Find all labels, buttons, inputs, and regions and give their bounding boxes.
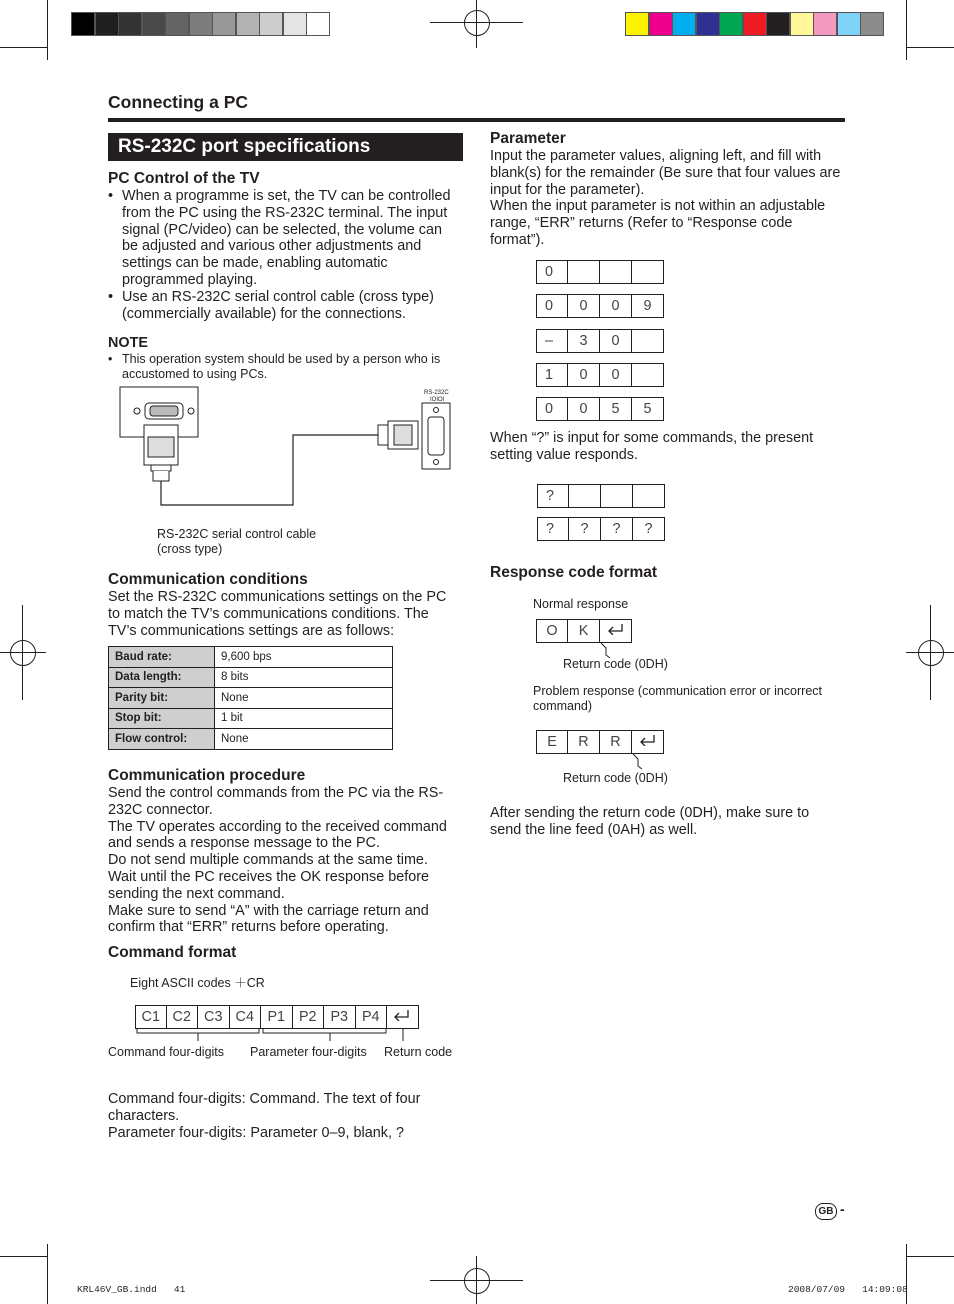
gray-swatch (142, 12, 166, 36)
comm-procedure-text: Send the control commands from the PC via the RS-232C connector. The TV operates according to the received command and sends a response message to the PC. Do not send multiple commands at the same time. Wait until the PC receives the OK response before sending the next command. Make sure to send “A” with the carriage return and confirm that “ERR” returns before operating. (108, 785, 447, 936)
label-command-digits: Command four-digits (108, 1045, 225, 1059)
language-badge: GB (815, 1203, 837, 1220)
problem-response-grid (536, 730, 664, 754)
command-format-desc: Command four-digits: Command. The text of four characters. Parameter four-digits: Parameter 0–9, blank, ? (108, 1091, 421, 1141)
grid-cell: 5 (600, 397, 632, 421)
table-row (109, 688, 393, 709)
grid-cell: P3 (324, 1005, 356, 1029)
serial-cable (161, 435, 378, 505)
table-row (109, 729, 393, 750)
gray-swatch (118, 12, 142, 36)
connector-label: RS-232C (424, 390, 449, 396)
grid-cell: 0 (600, 329, 632, 353)
grid-cell: P1 (261, 1005, 293, 1029)
comm-procedure-heading: Communication procedure (108, 767, 306, 784)
note-heading: NOTE (108, 335, 148, 351)
color-swatch (766, 12, 790, 36)
grid-cell: ? (569, 517, 601, 541)
section-title: Connecting a PC (108, 92, 249, 112)
grid-cell (632, 363, 664, 387)
parameter-example-grid (536, 294, 664, 318)
color-swatch (813, 12, 837, 36)
grid-cell: 0 (568, 397, 600, 421)
response-after-text: After sending the return code (0DH), make sure to send the line feed (0AH) as well. (490, 805, 810, 838)
grid-cell: 0 (600, 294, 632, 318)
grid-cell: 5 (632, 397, 664, 421)
comm-conditions-text: Set the RS-232C communications settings on the PC to match the TV’s communications conditions. The TV’s communications settings are as follows: (108, 589, 447, 639)
grid-cell: E (536, 730, 568, 754)
tv-port-icon (422, 403, 450, 469)
gray-swatch (236, 12, 260, 36)
comm-settings-table (108, 646, 393, 750)
label-parameter-digits: Parameter four-digits (250, 1045, 367, 1059)
normal-response-grid (536, 619, 632, 643)
color-swatch (649, 12, 673, 36)
command-format-grid (135, 1005, 419, 1029)
problem-response-label: Problem response (communication error or incorrect command) (533, 684, 822, 713)
grid-cell: ? (601, 517, 633, 541)
grid-cell: 0 (568, 294, 600, 318)
grid-cell (633, 484, 665, 508)
gray-swatch (212, 12, 236, 36)
grid-cell (632, 329, 664, 353)
query-example-grid (537, 517, 665, 541)
gray-swatch (283, 12, 307, 36)
color-swatch (837, 12, 861, 36)
table-row (109, 647, 393, 668)
grid-cell: C4 (230, 1005, 262, 1029)
grid-cell: ? (633, 517, 665, 541)
grid-cell: O (536, 619, 568, 643)
table-cell-key: Flow control: (109, 729, 215, 750)
return-code-cell (387, 1005, 419, 1029)
parameter-example-grid (536, 260, 664, 284)
connector-sublabel: IOIOI (430, 397, 445, 403)
page-dash: - (840, 1201, 845, 1217)
gray-swatch (306, 12, 330, 36)
return-pointer (632, 754, 652, 770)
gray-swatch (259, 12, 283, 36)
gray-swatch (95, 12, 119, 36)
return-arrow-icon (606, 623, 626, 635)
grid-cell: C1 (135, 1005, 167, 1029)
pc-plug-icon (144, 425, 178, 481)
list-item: • When a programme is set, the TV can be controlled from the PC using the RS-232C terminal. The input signal (PC/video) can be selected, the volume can be adjusted and various other adjustments and settings can be made, enabling automatic programmed playing. (108, 188, 460, 289)
list-item: • Use an RS-232C serial control cable (cross type) (commercially available) for the connections. (108, 289, 460, 323)
parameter-example-grid (536, 329, 664, 353)
grid-cell: 9 (632, 294, 664, 318)
parameter-text: Input the parameter values, aligning left, and fill with blank(s) for the remainder (Be sure that four values are input for the parameter). When the input parameter is not within an adjustable range, “ERR” returns (Refer to “Response code format”). (490, 148, 841, 248)
command-format-heading: Command format (108, 944, 237, 961)
table-row (109, 708, 393, 729)
parameter-example-grid (536, 363, 664, 387)
return-code-label: Return code (0DH) (563, 771, 668, 785)
grid-cell: ? (537, 517, 569, 541)
grid-cell: ? (537, 484, 569, 508)
return-arrow-icon (392, 1009, 412, 1021)
return-code-cell (632, 730, 664, 754)
grid-cell: C2 (167, 1005, 199, 1029)
color-swatch (625, 12, 649, 36)
pc-control-heading: PC Control of the TV (108, 170, 260, 187)
command-format-caption: Eight ASCII codes ＋CR (130, 976, 265, 990)
label-return-code: Return code (384, 1045, 453, 1059)
color-swatch (719, 12, 743, 36)
grid-cell: R (568, 730, 600, 754)
table-cell-key: Baud rate: (109, 647, 215, 668)
grid-cell: 0 (600, 363, 632, 387)
grid-cell: 0 (536, 294, 568, 318)
gray-swatch (165, 12, 189, 36)
parameter-example-grid (536, 397, 664, 421)
grid-cell: 0 (568, 363, 600, 387)
color-swatch (743, 12, 767, 36)
grid-cell: 3 (568, 329, 600, 353)
footer-file: KRL46V_GB.indd 41 (77, 1284, 186, 1295)
gray-swatch (189, 12, 213, 36)
table-cell-value: 8 bits (215, 667, 393, 688)
page-title: RS-232C port specifications (118, 136, 371, 157)
grid-cell: – (536, 329, 568, 353)
command-format-brackets (135, 1029, 425, 1043)
parameter-query-text: When “?” is input for some commands, the present setting value responds. (490, 430, 814, 463)
table-cell-key: Parity bit: (109, 688, 215, 709)
note-text: • This operation system should be used by a person who is accustomed to using PCs. (108, 352, 472, 382)
table-cell-value: None (215, 729, 393, 750)
table-cell-key: Stop bit: (109, 708, 215, 729)
grid-cell (600, 260, 632, 284)
tv-plug-icon (378, 421, 418, 449)
comm-conditions-heading: Communication conditions (108, 571, 308, 588)
grid-cell: K (568, 619, 600, 643)
grid-cell (601, 484, 633, 508)
page-title-bar (108, 133, 463, 161)
table-row (109, 667, 393, 688)
table-cell-key: Data length: (109, 667, 215, 688)
return-code-label: Return code (0DH) (563, 657, 668, 671)
color-swatch (672, 12, 696, 36)
grid-cell: C3 (198, 1005, 230, 1029)
header-rule (108, 118, 845, 122)
normal-response-label: Normal response (533, 597, 629, 611)
grid-cell (632, 260, 664, 284)
grid-cell: P2 (293, 1005, 325, 1029)
color-swatch (790, 12, 814, 36)
table-cell-value: 9,600 bps (215, 647, 393, 668)
grid-cell: 1 (536, 363, 568, 387)
parameter-heading: Parameter (490, 130, 566, 147)
gray-swatch (71, 12, 95, 36)
return-arrow-icon (638, 734, 658, 746)
color-swatch (860, 12, 884, 36)
query-example-grid (537, 484, 665, 508)
return-code-cell (600, 619, 632, 643)
grid-cell: R (600, 730, 632, 754)
grid-cell: P4 (356, 1005, 388, 1029)
table-cell-value: None (215, 688, 393, 709)
grid-cell: 0 (536, 260, 568, 284)
cable-label: RS-232C serial control cable (cross type) (157, 527, 317, 556)
color-swatch (696, 12, 720, 36)
grid-cell (569, 484, 601, 508)
response-heading: Response code format (490, 564, 658, 581)
grid-cell (568, 260, 600, 284)
grid-cell: 0 (536, 397, 568, 421)
table-cell-value: 1 bit (215, 708, 393, 729)
pc-control-list (108, 188, 460, 322)
footer-date: 2008/07/09 14:09:08 (788, 1284, 908, 1295)
